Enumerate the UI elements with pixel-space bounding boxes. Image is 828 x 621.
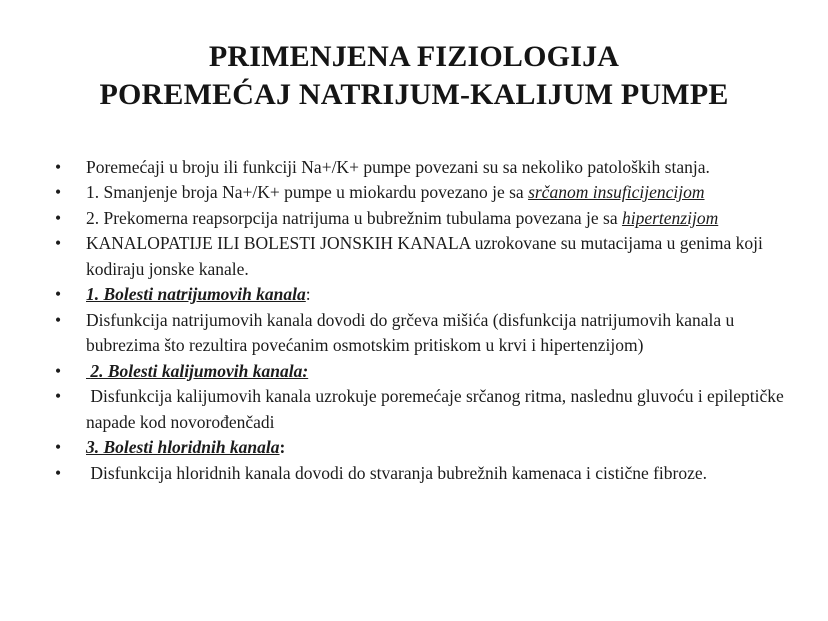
bullet-icon: • xyxy=(55,156,62,177)
bullet-icon: • xyxy=(55,233,62,254)
bullet-icon: • xyxy=(55,207,62,228)
list-item xyxy=(55,206,792,232)
bullet-icon: • xyxy=(55,386,62,407)
list-item xyxy=(55,180,792,206)
text-run: KANALOPATIJE ILI BOLESTI JONSKIH KANALA uzrokovane su mutacijama u genima koji kodiraju jonske kanale. xyxy=(86,233,768,279)
list-item xyxy=(55,155,792,181)
text-run: 2. Prekomerna reapsorpcija natrijuma u bubrežnim tubulama povezana je sa xyxy=(86,207,622,228)
text-run: Disfunkcija hloridnih kanala dovodi do stvaranja bubrežnih kamenaca i cistične fibroze. xyxy=(86,462,708,483)
slide-title xyxy=(0,38,828,115)
list-item xyxy=(55,384,792,435)
list-item xyxy=(55,435,792,461)
text-run: Poremećaji u broju ili funkciji Na+/K+ pumpe povezani su sa nekoliko patoloških stanja. xyxy=(86,156,710,177)
bullet-icon: • xyxy=(55,182,62,203)
text-run: : xyxy=(279,437,286,458)
bullet-list xyxy=(55,155,792,487)
text-run: 2. Bolesti kalijumovih kanala: xyxy=(86,360,309,381)
bullet-icon: • xyxy=(55,462,62,483)
slide-title-line-1: PRIMENJENA FIZIOLOGIJA xyxy=(208,40,620,73)
text-run: srčanom insuficijencijom xyxy=(528,182,705,203)
list-item xyxy=(55,231,792,282)
text-run: Disfunkcija kalijumovih kanala uzrokuje poremećaje srčanog ritma, naslednu gluvoću i epileptičke napade kod novorođenčadi xyxy=(86,386,789,432)
list-item xyxy=(55,359,792,385)
bullet-icon: • xyxy=(55,360,62,381)
list-item xyxy=(55,308,792,359)
list-item xyxy=(55,461,792,487)
text-run: 1. Bolesti natrijumovih kanala xyxy=(86,284,306,305)
text-run: : xyxy=(305,284,311,305)
slide-title-line-2: POREMEĆAJ NATRIJUM-KALIJUM PUMPE xyxy=(99,78,729,112)
text-run: 1. Smanjenje broja Na+/K+ pumpe u miokardu povezano je sa xyxy=(86,182,529,203)
list-item xyxy=(55,282,792,308)
bullet-icon: • xyxy=(55,284,62,305)
text-run: 3. Bolesti hloridnih kanala xyxy=(86,437,280,458)
text-run: hipertenzijom xyxy=(621,207,719,228)
text-run: Disfunkcija natrijumovih kanala dovodi do grčeva mišića (disfunkcija natrijumovih kanala u bubrezima što rezultira povećanim osmotskim pritiskom u krvi i hipertenzijom) xyxy=(86,309,739,356)
bullet-icon: • xyxy=(55,437,62,458)
bullet-icon: • xyxy=(55,309,62,330)
